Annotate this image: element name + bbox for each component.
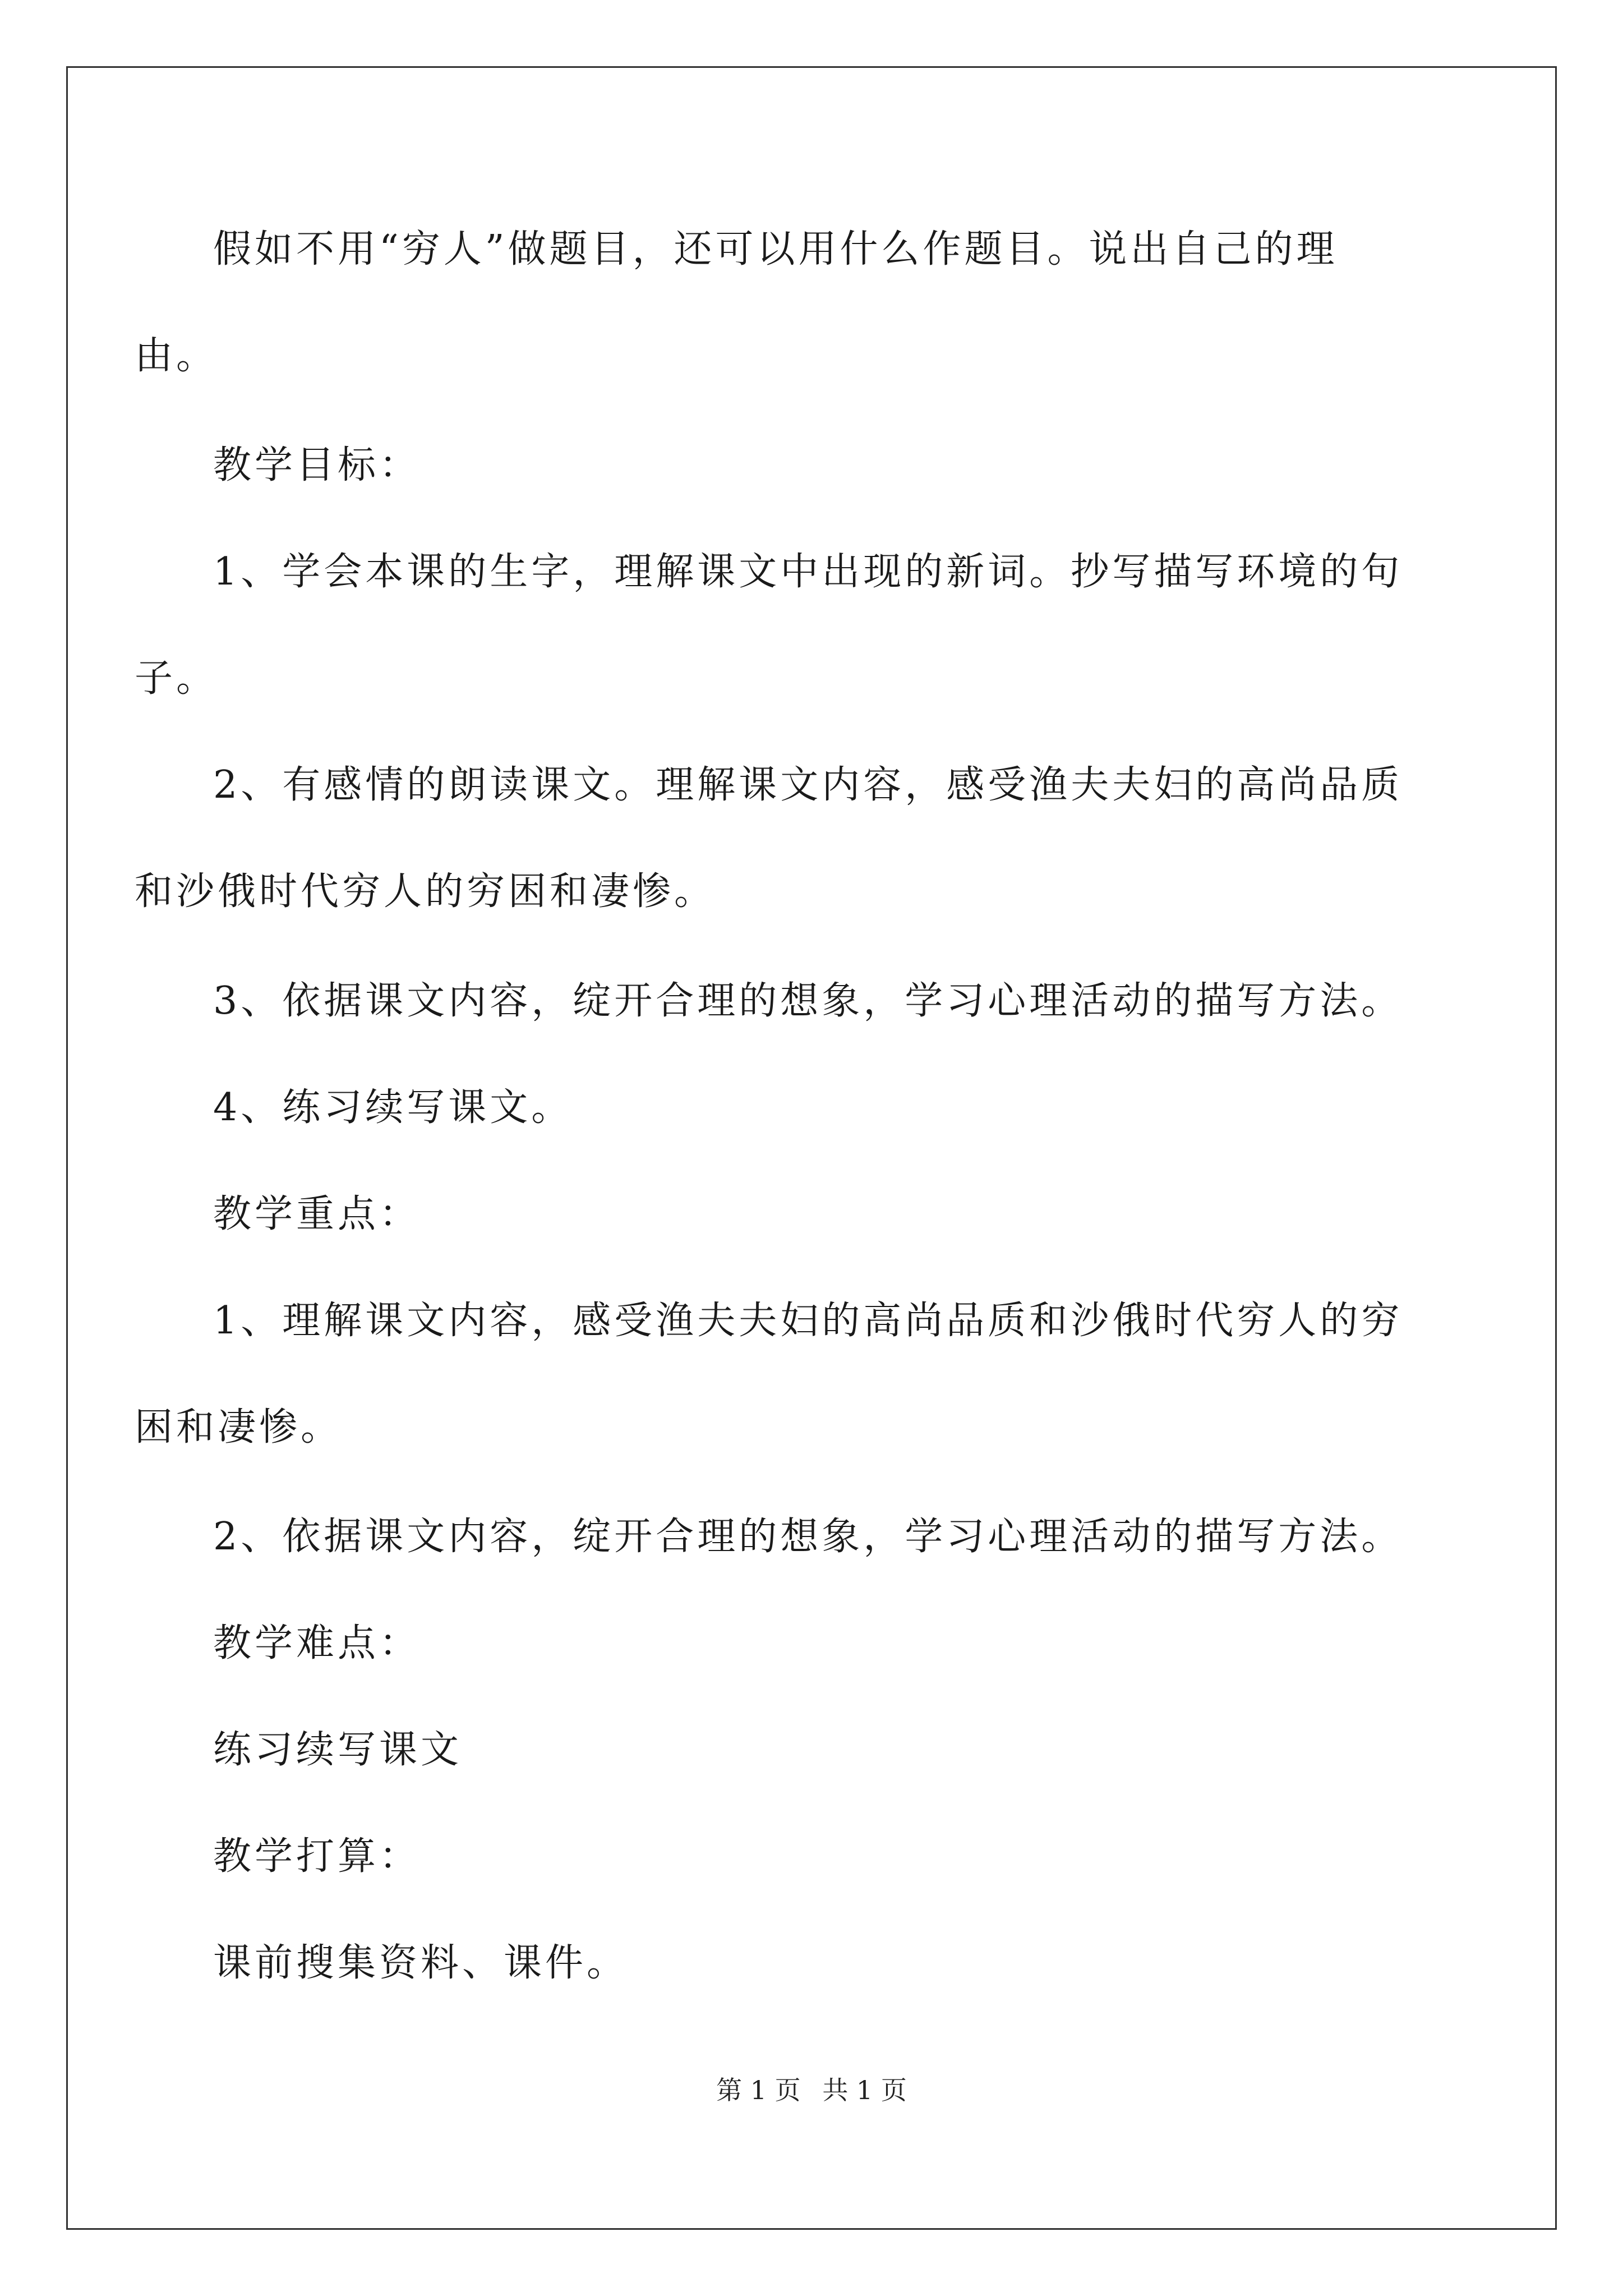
page-number: 第 1 页 xyxy=(716,2075,801,2105)
text-line: 子。 xyxy=(135,656,218,701)
text-line: 假如不用“穷人”做题目，还可以用什么作题目。说出自己的理 xyxy=(213,227,1338,272)
page-footer xyxy=(0,2074,1623,2106)
text-line: 1、理解课文内容，感受渔夫夫妇的高尚品质和沙俄时代穷人的穷 xyxy=(213,1299,1403,1343)
text-line: 3、依据课文内容，绽开合理的想象，学习心理活动的描写方法。 xyxy=(213,979,1403,1023)
text-line: 2、依据课文内容，绽开合理的想象，学习心理活动的描写方法。 xyxy=(213,1515,1403,1559)
text-line: 由。 xyxy=(135,334,218,378)
text-line: 教学重点： xyxy=(213,1192,421,1236)
text-line: 1、学会本课的生字，理解课文中出现的新词。抄写描写环境的句 xyxy=(213,550,1403,594)
text-line: 教学目标： xyxy=(213,443,421,487)
text-line: 2、有感情的朗读课文。理解课文内容，感受渔夫夫妇的高尚品质 xyxy=(213,763,1403,807)
text-line: 教学打算： xyxy=(213,1834,421,1879)
text-line: 练习续写课文 xyxy=(213,1728,463,1772)
text-line: 教学难点： xyxy=(213,1621,421,1665)
text-line: 课前搜集资料、课件。 xyxy=(213,1941,629,1985)
page-total: 共 1 页 xyxy=(822,2075,907,2105)
page-frame xyxy=(66,66,1557,2230)
text-line: 4、练习续写课文。 xyxy=(213,1085,573,1130)
text-line: 困和凄惨。 xyxy=(135,1405,343,1450)
text-line: 和沙俄时代穷人的穷困和凄惨。 xyxy=(135,869,716,914)
